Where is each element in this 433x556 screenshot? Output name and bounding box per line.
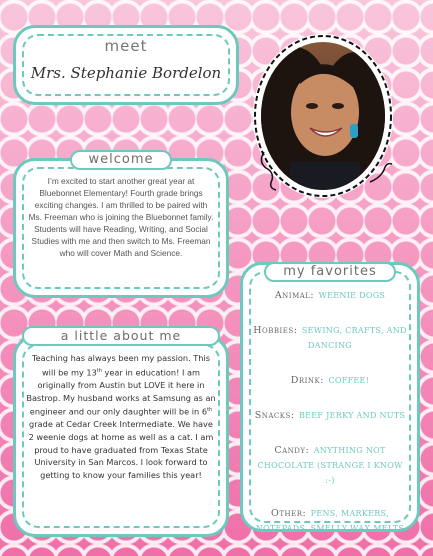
portrait-frame [250,32,396,204]
fav-val-drink: COFFEE! [328,376,370,385]
fav-item-snacks [253,407,407,422]
about-text-part-3: grade at Cedar Creek Intermediate. We have 2 weenie dogs at home as well as a cat. I am proud to have graduated from Texas State University in San Marcos. I look forward to getting to know your families this year! [28,419,214,480]
favorites-card [240,262,420,532]
fav-item-hobbies [253,322,407,352]
fav-key-candy: Candy: [274,445,310,456]
welcome-text: I’m excited to start another great year at Bluebonnet Elementary! Fourth grade brings exciting changes. I am thrilled to be paired with Ms. Freeman who is joining the Bluebonnet family. Students will have Reading, Writing, and Social Studies with me and then switch to Ms. Freeman who will cover Math and Science. [28,176,214,258]
about-title: a little about me [22,326,220,346]
about-text-part-1: Teaching has always been my passion. This will be my 13 [31,353,211,378]
fav-key-hobbies: Hobbies: [253,325,298,336]
fav-val-other: PENS, MARKERS, NOTEPADS, SMELLY WAX MELTS [255,509,405,533]
favorites-list [253,287,407,535]
header-card [13,25,239,105]
about-text-part-2: year in education! I am originally from Austin but LOVE it here in Bastrop. My husband works at Samsung as an engineer and our only daughter will be in 6 [26,367,216,417]
favorites-title: my favorites [264,262,396,282]
fav-item-other [253,505,407,535]
portrait-photo [250,32,396,204]
teacher-name: Mrs. Stephanie Bordelon [30,64,222,82]
fav-key-drink: Drink: [290,375,324,386]
fav-val-snacks: BEEF JERKY AND NUTS [298,411,406,420]
about-sup-1: th [96,367,102,374]
fav-item-animal [253,287,407,302]
fav-item-drink [253,372,407,387]
fav-val-animal: WEENIE DOGS [318,291,386,300]
welcome-title: welcome [70,150,172,170]
fav-item-candy [253,442,407,487]
fav-key-other: Other: [271,508,307,519]
about-text [26,352,216,481]
meet-label: meet [104,37,148,55]
about-sup-2: th [207,407,213,414]
welcome-card [13,158,229,298]
about-card [13,335,229,537]
fav-val-candy: ANYTHING NOT CHOCOLATE (STRANGE I KNOW :-) [257,446,403,485]
fav-key-snacks: Snacks: [254,410,295,421]
fav-val-hobbies: SEWING, CRAFTS, AND DANCING [301,326,407,350]
fav-key-animal: Animal: [274,290,315,301]
